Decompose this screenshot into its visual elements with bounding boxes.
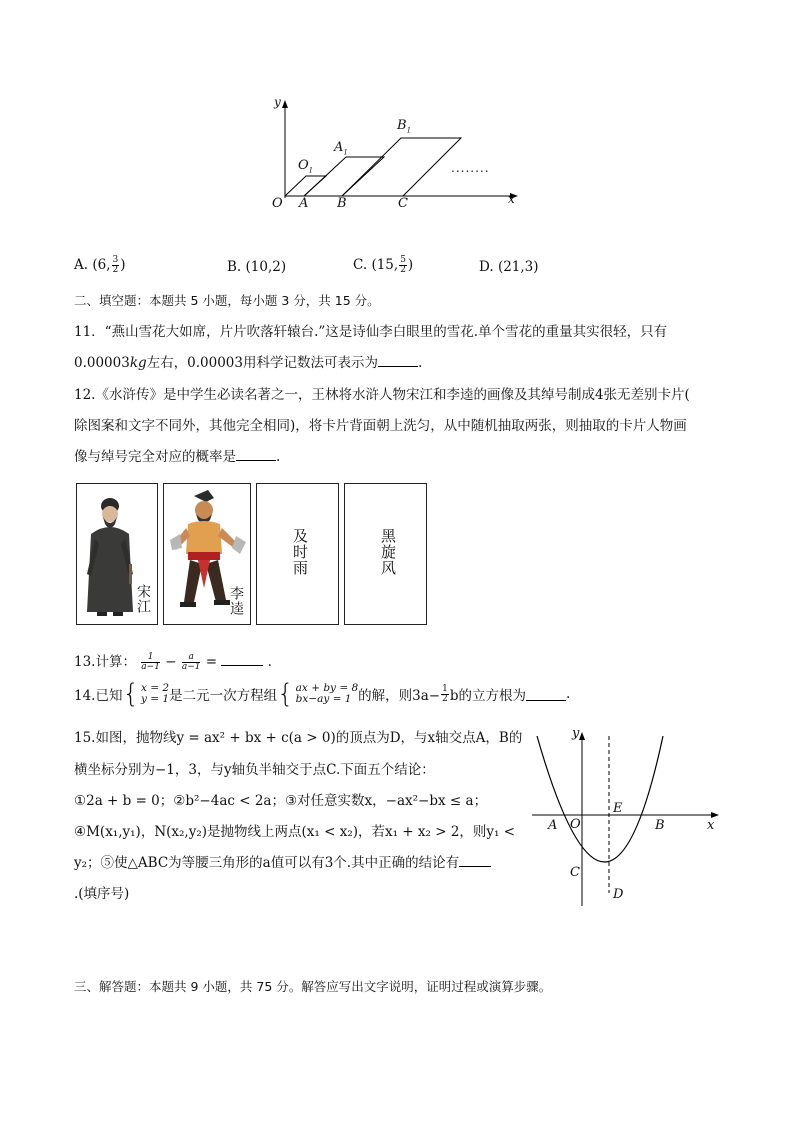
fig1-label-o: O (272, 196, 283, 211)
card-label-li-kui: 李逵 (228, 586, 244, 616)
option-d: D. (21,3) (479, 259, 539, 275)
fig1-dots: ........ (451, 161, 490, 175)
answer-blank (236, 448, 276, 461)
card-li-kui (163, 483, 251, 625)
fig1-label-a: A (299, 196, 309, 211)
fig2-label-a: A (548, 818, 558, 833)
q11-line-2: 0.00003kg左右，0.00003用科学记数法可表示为 . (74, 355, 423, 371)
option-c: C. (15, $\frac{5}{2}$ ) (353, 255, 414, 275)
section-2-heading: 二、填空题：本题共 5 小题，每小题 3 分，共 15 分。 (74, 293, 380, 308)
card-label-ji-shi-yu: 及时雨 (291, 528, 309, 576)
q13: 13.计算： $\frac{1}{a-1}$ − $\frac{a}{a-1}$ = . (74, 652, 272, 672)
fig2-label-y: y (572, 726, 580, 741)
option-a: A. (6, $\frac{3}{2}$ ) (74, 255, 126, 275)
card-ji-shi-yu (256, 483, 339, 625)
q15-line-3: ①2a + b = 0；②b²−4ac < 2a；③对任意实数x，−ax²−bx ≤ a； (74, 793, 488, 809)
fig1-label-b1: $B_1$ (397, 118, 412, 135)
q15-line-2: 横坐标分别为−1，3，与y轴负半轴交于点C.下面五个结论： (74, 762, 435, 778)
answer-blank (526, 688, 566, 701)
q15-line-5: y₂；⑤使△ABC为等腰三角形的a值可以有3个.其中正确的结论有 (74, 854, 491, 872)
fig2-label-b: B (655, 818, 665, 833)
q14: 14.已知{ x = 2 y = 1 是二元一次方程组{ ax + by = 8 bx−ay = 1 的解，则3a− $\frac{1}{2}$ b的立方根为 . (74, 679, 571, 709)
fig1-label-b: B (337, 196, 347, 211)
fig1-label-x: x (508, 192, 515, 206)
fig2-label-d: D (613, 887, 624, 902)
card-label-hei-xuan-feng: 黑旋风 (379, 528, 397, 576)
option-b: B. (10,2) (227, 259, 287, 275)
q12-line-1: 12.《水浒传》是中学生必读名著之一，王林将水浒人物宋江和李逵的画像及其绰号制成4张无差别卡片( (74, 387, 690, 403)
fig2-label-o: O (570, 817, 581, 832)
card-label-song-jiang: 宋江 (135, 584, 151, 614)
answer-blank (459, 854, 491, 867)
section-3-heading: 三、解答题：本题共 9 小题，共 75 分。解答应写出文字说明，证明过程或演算步骤。 (74, 979, 552, 994)
q15-line-4: ④M(x₁,y₁)，N(x₂,y₂)是抛物线上两点(x₁ < x₂)，若x₁ + x₂ > 2，则y₁ < (74, 824, 516, 840)
q15-line-1: 15.如图，抛物线y = ax² + bx + c(a > 0)的顶点为D，与x轴交点A，B的 (74, 730, 523, 746)
answer-blank (221, 653, 263, 666)
q11-line-1: 11．“燕山雪花大如席，片片吹落轩辕台.”这是诗仙李白眼里的雪花.单个雪花的重量其实很轻，只有 (74, 324, 668, 340)
fig2-label-c: C (570, 865, 580, 880)
fig1-label-a1: $A_1$ (334, 140, 348, 157)
fig1-label-y: y (274, 95, 281, 109)
figure-parabola (527, 728, 727, 908)
card-song-jiang (76, 483, 158, 625)
figure-parallelograms (266, 95, 526, 215)
fig1-label-o1: $O_1$ (298, 158, 314, 175)
fig2-label-e: E (613, 801, 623, 816)
fig1-label-c: C (398, 196, 408, 211)
q12-line-2: 除图案和文字不同外，其他完全相同)，将卡片背面朝上洗匀，从中随机抽取两张，则抽取的卡片人物画 (74, 418, 687, 434)
q15-line-6: .(填序号) (74, 886, 130, 902)
fig2-label-x: x (707, 818, 715, 833)
q12-line-3: 像与绰号完全对应的概率是 . (74, 449, 281, 465)
answer-blank (378, 354, 418, 367)
card-hei-xuan-feng (344, 483, 427, 625)
